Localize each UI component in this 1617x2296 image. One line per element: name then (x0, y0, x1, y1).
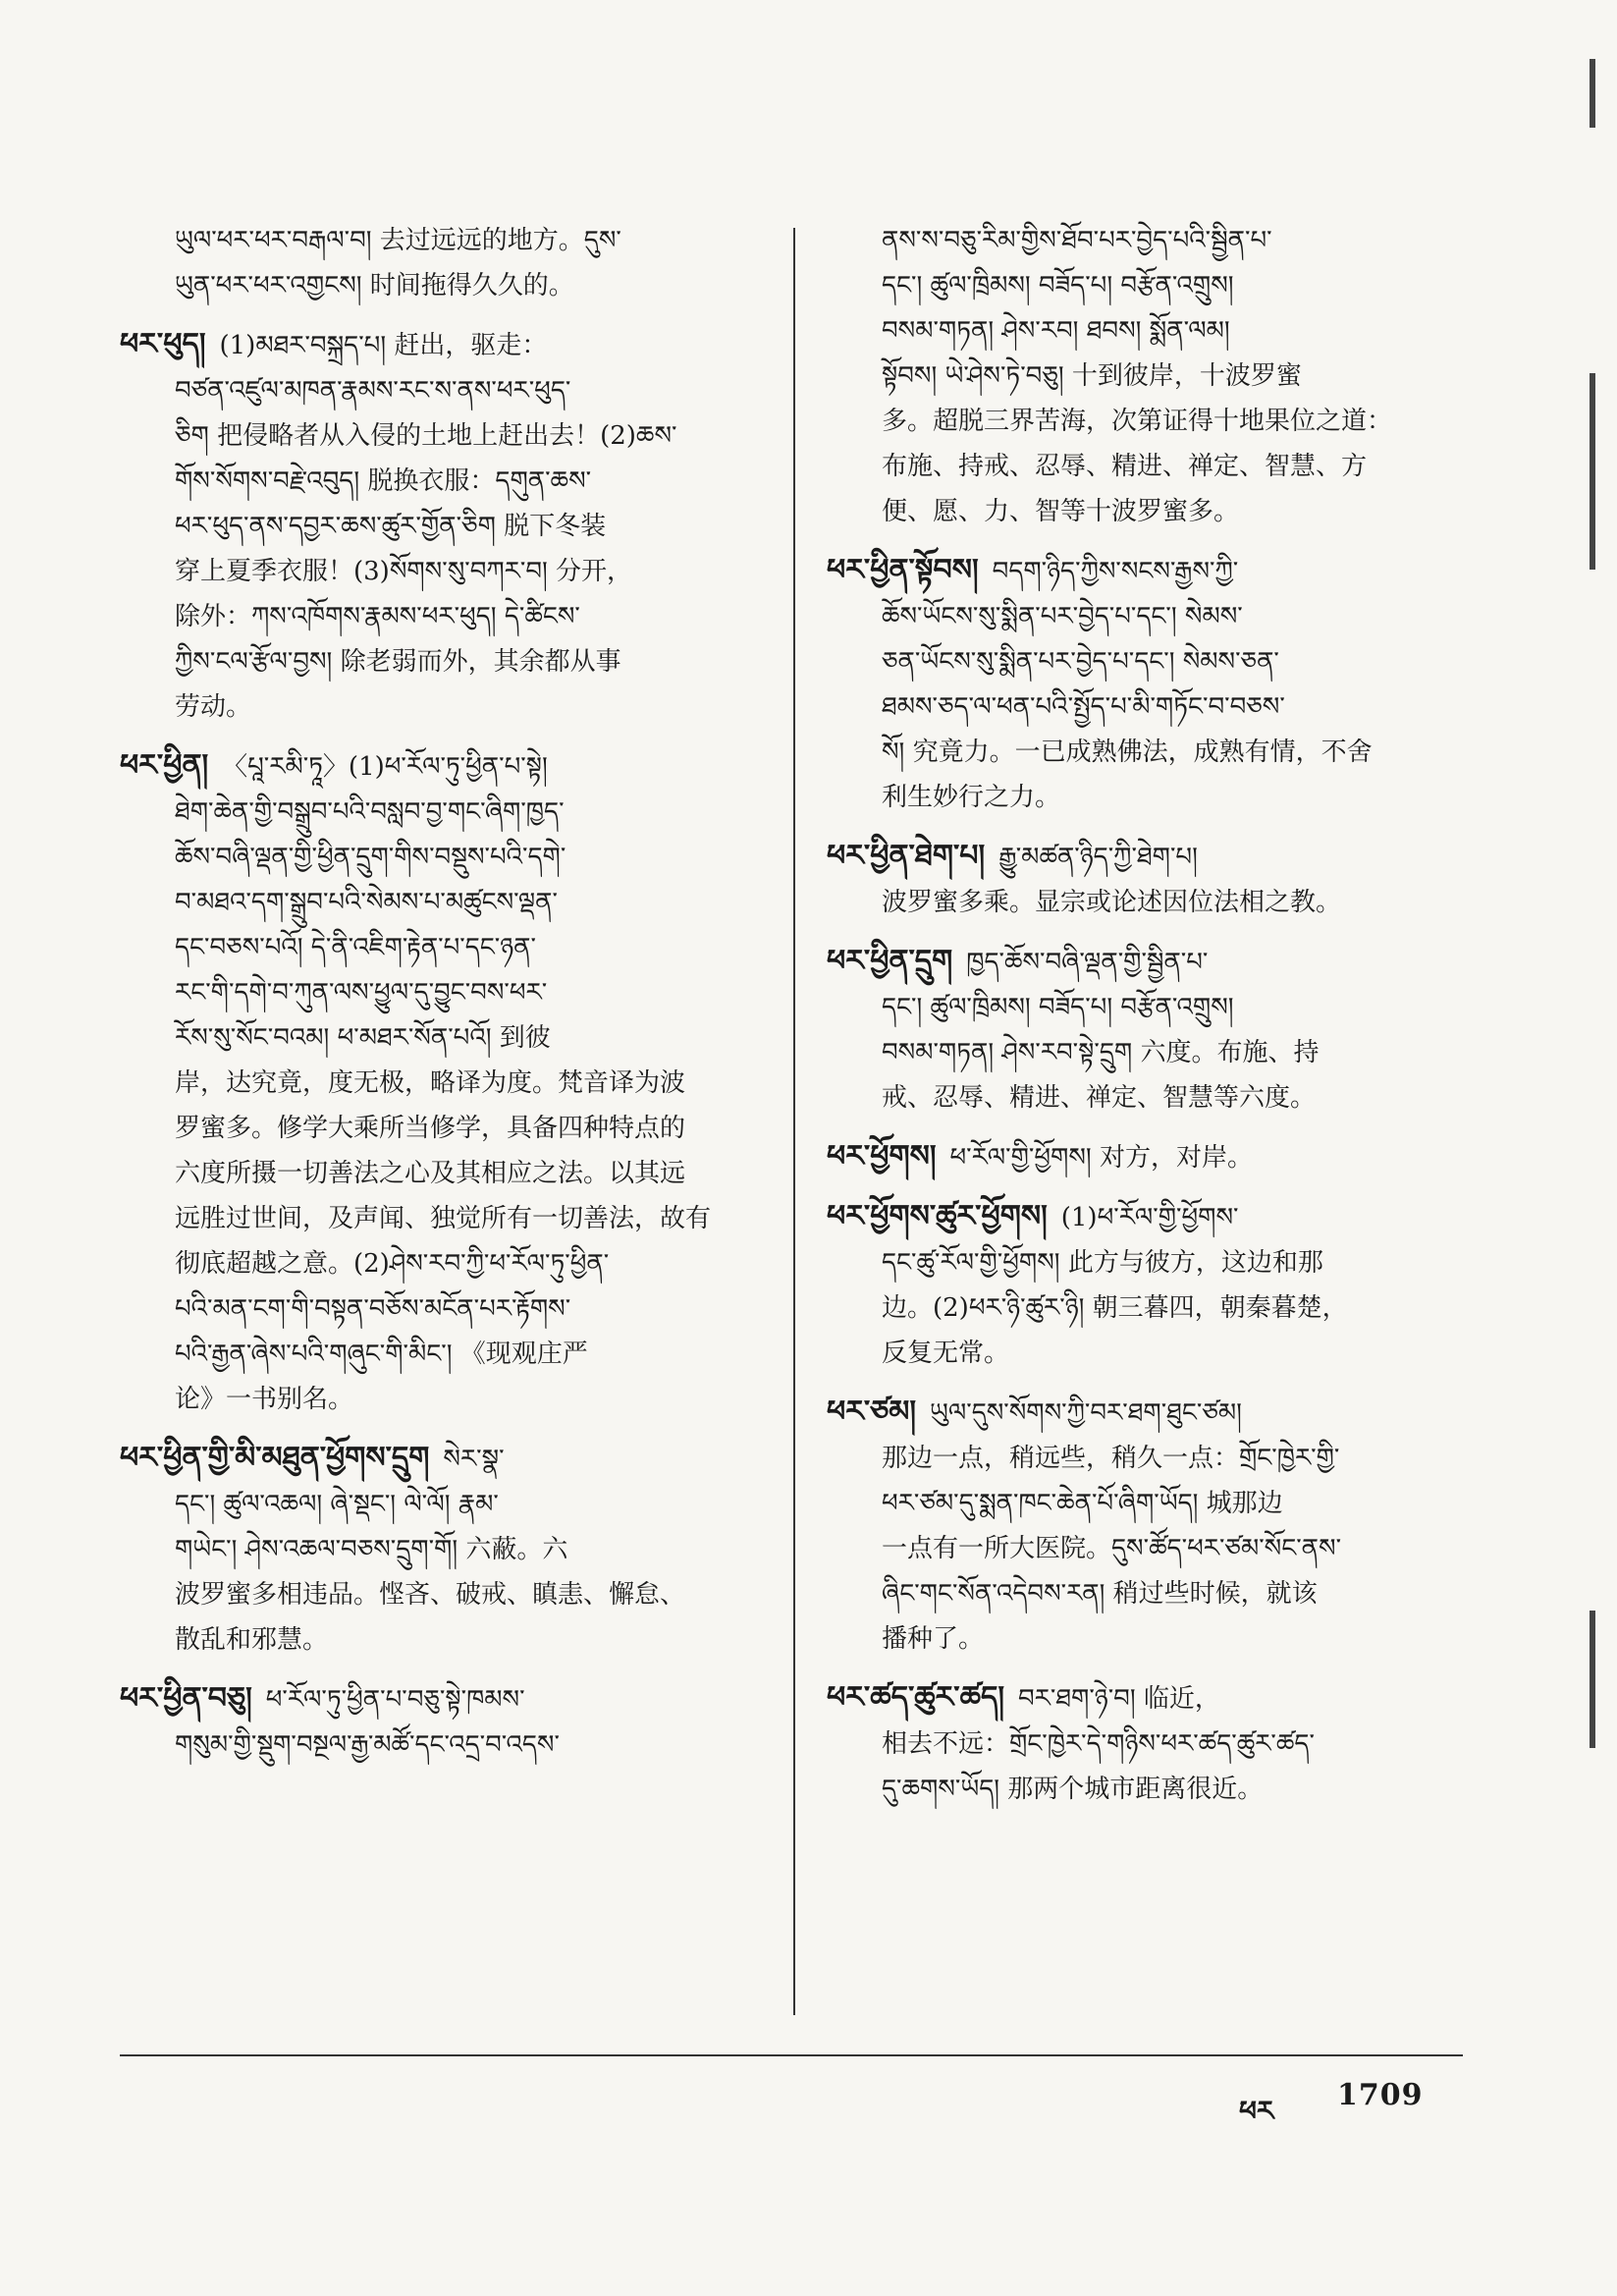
headword: ཕར་ཕྱིན་དྲུག (827, 944, 953, 978)
definition-line: 那边一点，稍远些，稍久一点：གྲོང་ཁྱེར་གྱི་ (882, 1444, 1340, 1473)
definition-line: 布施、持戒、忍辱、精进、禅定、智慧、方 (882, 452, 1368, 481)
headword: ཕར་ཚད་ཚུར་ཚད། (827, 1680, 1004, 1715)
definition-line: ཅིག 把侵略者从入侵的土地上赶出去！(2)ཆས་ (175, 421, 677, 451)
footer-rule (120, 2054, 1463, 2056)
definition-line: བསམ་གཏན། ཤེས་རབ། ཐབས། སྨོན་ལམ། (882, 316, 1230, 346)
dictionary-entry (827, 1194, 1475, 1376)
definition-line: རང་གི་དགེ་བ་ཀུན་ལས་ཕྱུལ་དུ་བྱུང་བས་ཕར་ (175, 978, 548, 1008)
definition-line: དང་བཅས་པའོ། དེ་ནི་འཇིག་རྟེན་པ་དང་ཉན་ (175, 933, 536, 962)
definition-line: 波罗蜜多相违品。悭吝、破戒、瞋恚、懈怠、 (175, 1580, 686, 1610)
headword: ཕར་ཕྱིན་གྱི་མི་མཐུན་ཕྱོགས་དྲུག (120, 1441, 430, 1475)
headword: ཕར་ཕྱིན་སྟོབས། (827, 553, 979, 587)
definition-line: ནས་ས་བཅུ་རིམ་གྱིས་ཐོབ་པར་བྱེད་པའི་སྦྱིན་པ་ (882, 226, 1272, 255)
dictionary-entry (827, 1390, 1475, 1662)
definition-line: དང་ཚུ་རོལ་གྱི་ཕྱོགས། 此方与彼方，这边和那 (882, 1248, 1323, 1278)
definition-line: ཡུལ་དུས་སོགས་ཀྱི་བར་ཐག་ཐུང་ཙམ། (930, 1398, 1242, 1428)
entry-continuation (120, 218, 768, 308)
definition-line: 穿上夏季衣服！(3)སོགས་སུ་བཀར་བ། 分开， (175, 557, 633, 586)
headword: ཕར་ཕུད། (120, 327, 206, 361)
definition-line: རྒྱུ་མཚན་ཉིད་ཀྱི་ཐེག་པ། (998, 843, 1198, 872)
definition-line: 反复无常。 (882, 1339, 1010, 1368)
definition-line: 远胜过世间，及声闻、独觉所有一切善法，故有 (175, 1204, 712, 1233)
dictionary-entry (120, 322, 768, 730)
definition-line: 六度所摄一切善法之心及其相应之法。以其远 (175, 1159, 686, 1188)
definition-line: སོ། 究竟力。一已成熟佛法，成熟有情，不舍 (882, 738, 1373, 767)
definition-line: དང་། ཚུལ་ཁྲིམས། བཟོད་པ། བརྩོན་འགྲུས། (882, 271, 1234, 301)
definition-line: སྟོབས། ཡེ་ཤེས་ཏེ་བཅུ། 十到彼岸，十波罗蜜 (882, 361, 1302, 391)
definition-line: ཡུན་ཕར་ཕར་འགྱངས། 时间拖得久久的。 (175, 271, 574, 301)
definition-line: ཀྱིས་ངལ་རྩོལ་བྱས། 除老弱而外，其余都从事 (175, 647, 621, 677)
definition-line: 多。超脱三界苦海，次第证得十地果位之道： (882, 407, 1393, 436)
definition-line: ཕར་ཙམ་དུ་སྨན་ཁང་ཆེན་པོ་ཞིག་ཡོད། 城那边 (882, 1489, 1283, 1518)
definition-line: ཁྱད་ཆོས་བཞི་ལྡན་གྱི་སྦྱིན་པ་ (966, 948, 1209, 977)
definition-line: ཡུལ་ཕར་ཕར་བརྒལ་བ། 去过远远的地方。དུས་ (175, 226, 621, 255)
definition-line: ཕར་ཕུད་ནས་དབྱར་ཆས་ཚུར་གྱོན་ཅིག 脱下冬装 (175, 512, 607, 541)
running-head: ཕར (1239, 2095, 1274, 2127)
definition-line: 散乱和邪慧。 (175, 1625, 329, 1655)
headword: ཕར་ཕྱོགས་ཚུར་ཕྱོགས། (827, 1199, 1048, 1233)
column-divider (793, 228, 795, 2015)
definition-line: 罗蜜多。修学大乘所当修学，具备四种特点的 (175, 1114, 686, 1143)
headword: ཕར་ཕྱོགས། (827, 1139, 937, 1174)
definition-line: གོས་སོགས་བརྗེ་འབུད། 脱换衣服：དགུན་ཆས་ (175, 466, 592, 496)
definition-line: 劳动。 (175, 692, 252, 722)
dictionary-entry (827, 834, 1475, 925)
definition-line: 播种了。 (882, 1624, 985, 1654)
dictionary-entry (827, 939, 1475, 1121)
definition-line: གཡེང་། ཤེས་འཆལ་བཅས་དྲུག་གོ། 六蔽。六 (175, 1535, 568, 1564)
definition-line: 〈པཱ་རམི་ཏཱ〉(1)ཕ་རོལ་ཏུ་ཕྱིན་པ་སྟེ། (222, 752, 548, 782)
definition-line: བདག་ཉིད་ཀྱིས་སངས་རྒྱས་ཀྱི་ (992, 557, 1239, 586)
right-column (827, 218, 1475, 1826)
scan-edge-mark (1590, 59, 1595, 128)
dictionary-entry (120, 743, 768, 1422)
dictionary-entry (827, 1675, 1475, 1812)
definition-line: ཕ་རོལ་ཏུ་ཕྱིན་པ་བཅུ་སྟེ་ཁམས་ (265, 1685, 525, 1715)
definition-line: བཙན་འཛུལ་མཁན་རྣམས་རང་ས་ནས་ཕར་ཕུད་ (175, 376, 571, 406)
definition-line: 边。(2)ཕར་ཉི་ཚུར་ཉི། 朝三暮四，朝秦暮楚， (882, 1293, 1348, 1323)
definition-line: དུ་ཆགས་ཡོད། 那两个城市距离很近。 (882, 1775, 1264, 1804)
definition-line: བསམ་གཏན། ཤེས་རབ་སྟེ་དྲུག 六度。布施、持 (882, 1038, 1320, 1067)
definition-line: 相去不远：གྲོང་ཁྱེར་དེ་གཉིས་ཕར་ཚད་ཚུར་ཚད་ (882, 1729, 1315, 1759)
definition-line: (1)མཐར་བསྐྲད་པ། 赶出，驱走： (219, 331, 548, 360)
scan-edge-mark (1590, 373, 1595, 570)
definition-line: 一点有一所大医院。དུས་ཚོད་ཕར་ཙམ་སོང་ནས་ (882, 1534, 1342, 1563)
headword: ཕར་ཕྱིན་བཅུ། (120, 1681, 252, 1716)
definition-line: གསུམ་གྱི་སྡུག་བསྔལ་རྒྱ་མཚོ་དང་འདྲ་བ་འདས་ (175, 1730, 560, 1760)
definition-line: ཐེག་ཆེན་གྱི་བསྒྲུབ་པའི་བསླབ་བྱ་གང་ཞིག་ཁྱད་ (175, 797, 565, 827)
headword: ཕར་ཕྱིན་ཐེག་པ། (827, 839, 986, 873)
definition-line: ཆོས་ཡོངས་སུ་སྨིན་པར་བྱེད་པ་དང་། སེམས་ (882, 602, 1243, 631)
page-number: 1709 (1337, 2078, 1424, 2112)
definition-line: ཅན་ཡོངས་སུ་སྨིན་པར་བྱེད་པ་དང་། སེམས་ཅན་ (882, 647, 1279, 677)
definition-line: 利生妙行之力。 (882, 783, 1061, 812)
definition-line: རོས་སུ་སོང་བའམ། ཕ་མཐར་སོན་པའོ། 到彼 (175, 1023, 551, 1053)
definition-line: (1)ཕ་རོལ་གྱི་ཕྱོགས་ (1060, 1203, 1239, 1232)
entry-continuation (827, 218, 1475, 534)
dictionary-entry (827, 1134, 1475, 1180)
definition-line: དང་། ཚུལ་ཁྲིམས། བཟོད་པ། བརྩོན་འགྲུས། (882, 993, 1234, 1022)
definition-line: ཞིང་གང་སོན་འདེབས་རན། 稍过些时候，就该 (882, 1579, 1318, 1609)
definition-line: 便、愿、力、智等十波罗蜜多。 (882, 497, 1240, 526)
definition-line: བར་ཐག་ཉེ་བ། 临近， (1018, 1684, 1220, 1714)
definition-line: 波罗蜜多乘。显宗或论述因位法相之教。 (882, 888, 1342, 917)
definition-line: 戒、忍辱、精进、禅定、智慧等六度。 (882, 1083, 1317, 1113)
definition-line: 岸，达究竟，度无极，略译为度。梵音译为波 (175, 1068, 686, 1098)
definition-line: 彻底超越之意。(2)ཤེས་རབ་ཀྱི་ཕ་རོལ་ཏུ་ཕྱིན་ (175, 1249, 610, 1279)
definition-line: ཆོས་བཞི་ལྡན་གྱི་ཕྱིན་དྲུག་གིས་བསྡུས་པའི་དགེ་ (175, 843, 566, 872)
definition-line: དང་། ཚུལ་འཆལ། ཞེ་སྡང་། ལེ་ལོ། རྣམ་ (175, 1490, 499, 1519)
dictionary-entry (120, 1436, 768, 1663)
definition-line: 除外：ཀས་འཁོགས་རྣམས་ཕར་ཕུད། དེ་ཚིངས་ (175, 602, 580, 631)
definition-line: པའི་མན་ངག་གི་བསྟན་བཅོས་མངོན་པར་རྟོགས་ (175, 1294, 571, 1324)
scan-edge-mark (1590, 1611, 1595, 1748)
definition-line: པའི་རྒྱན་ཞེས་པའི་གཞུང་གི་མིང་། 《现观庄严 (175, 1339, 588, 1369)
definition-line: སེར་སྣ་ (443, 1445, 505, 1474)
dictionary-entry (827, 548, 1475, 820)
definition-line: ཐམས་ཅད་ལ་ཕན་པའི་སྤྱོད་པ་མི་གཏོང་བ་བཅས་ (882, 692, 1285, 722)
headword: ཕར་ཕྱིན། (120, 748, 209, 783)
definition-line: 论》一书别名。 (175, 1385, 354, 1414)
headword: ཕར་ཙམ། (827, 1394, 917, 1429)
dictionary-entry (120, 1676, 768, 1768)
definition-line: ཕ་རོལ་གྱི་ཕྱོགས། 对方，对岸。 (949, 1143, 1253, 1173)
definition-line: བ་མཐའ་དག་སྒྲུབ་པའི་སེམས་པ་མཚུངས་ལྡན་ (175, 888, 558, 917)
left-column (120, 218, 768, 1781)
